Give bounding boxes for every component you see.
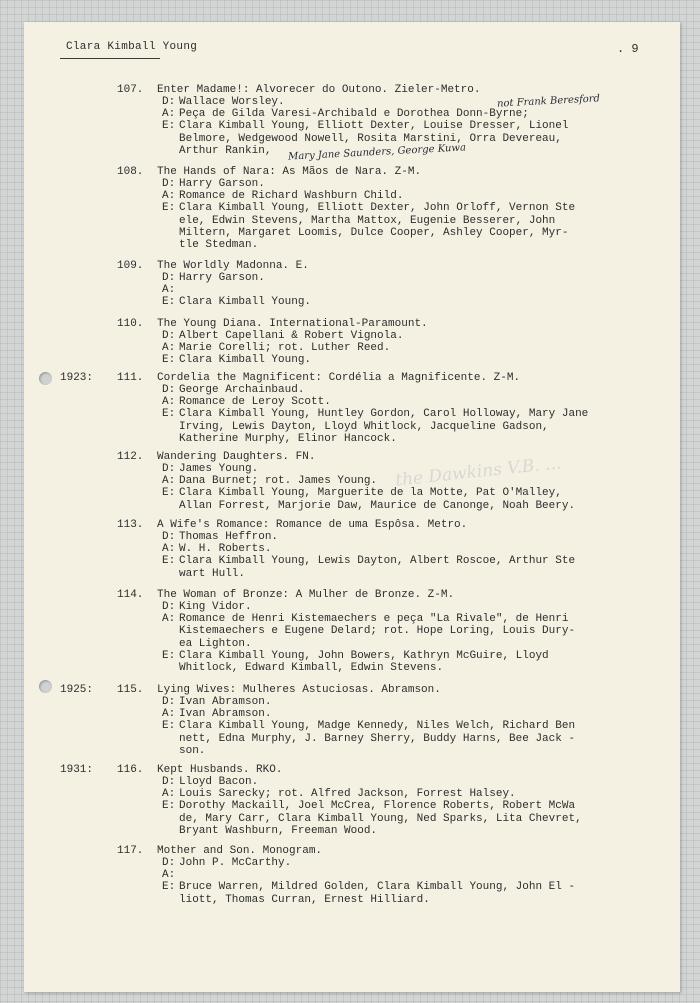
credit-line (162, 720, 652, 732)
credit-label: A: (162, 475, 176, 488)
entry-number: 111. (117, 372, 144, 384)
credit-label: D: (162, 857, 176, 869)
credit-label: D: (162, 272, 176, 284)
credit-text: Harry Garson. (179, 272, 265, 284)
credit-line (162, 487, 652, 499)
credit-label: E: (162, 881, 176, 894)
entry-title: Wandering Daughters. FN. (157, 451, 316, 463)
credit-label: D: (162, 178, 176, 190)
credit-label: D: (162, 531, 176, 543)
credit-line (162, 696, 652, 708)
credit-text: Romance de Henri Kistemaechers e peça "La Rivale", de Henri (179, 613, 569, 626)
credit-label: D: (162, 96, 176, 108)
credit-line (162, 396, 652, 408)
credit-label: E: (162, 649, 176, 662)
credit-line (162, 475, 652, 487)
entry-credits (162, 531, 652, 580)
credit-text: ele, Edwin Stevens, Martha Mattox, Eugenie Besserer, John (179, 214, 556, 227)
credit-text: wart Hull. (179, 567, 246, 580)
credit-text: son. (179, 744, 206, 757)
credit-text: Peça de Gilda Varesi-Archibald e Dorothea Donn-Byrne; (179, 108, 529, 121)
credit-line (162, 543, 652, 555)
credit-line (162, 745, 652, 757)
entry-number: 114. (117, 589, 144, 601)
credit-label: E: (162, 487, 176, 500)
credit-line (162, 881, 652, 893)
entry-number: 117. (117, 845, 144, 857)
credit-text: Wallace Worsley. (179, 96, 285, 108)
credit-line (162, 857, 652, 869)
credit-text: Bryant Washburn, Freeman Wood. (179, 824, 378, 837)
credit-line (162, 601, 652, 613)
credit-label: E: (162, 120, 176, 133)
credit-text: James Young. (179, 463, 259, 475)
credit-line (162, 568, 652, 580)
credit-text: W. H. Roberts. (179, 543, 272, 556)
credit-line (162, 613, 652, 625)
entry-title: The Young Diana. International-Paramount. (157, 318, 428, 330)
credit-text: Dana Burnet; rot. James Young. (179, 475, 378, 488)
credit-text: Clara Kimball Young, Lewis Dayton, Albert Roscoe, Arthur Ste (179, 555, 576, 568)
credit-label: E: (162, 354, 176, 367)
credit-line (162, 120, 652, 132)
credit-label: E: (162, 555, 176, 568)
credit-line (162, 662, 652, 674)
entry-credits (162, 330, 652, 367)
credit-text: liott, Thomas Curran, Ernest Hilliard. (179, 893, 430, 906)
credit-line (162, 800, 652, 812)
entry-title: The Woman of Bronze: A Mulher de Bronze. Z-M. (157, 589, 455, 601)
entry-number: 108. (117, 166, 144, 178)
credit-line (162, 408, 652, 420)
credit-label: A: (162, 869, 176, 882)
entry-title: The Hands of Nara: As Mãos de Nara. Z-M. (157, 166, 422, 178)
credit-label: D: (162, 776, 176, 788)
credit-text: Thomas Heffron. (179, 531, 279, 543)
entry-title: The Worldly Madonna. E. (157, 260, 309, 272)
credit-text: Arthur Rankin, (179, 144, 272, 157)
credit-text: Belmore, Wedgewood Nowell, Rosita Marstini, Orra Devereau, (179, 132, 562, 145)
entry-year: 1931: (60, 764, 94, 776)
credit-label: E: (162, 720, 176, 733)
credit-label: D: (162, 696, 176, 708)
credit-text: Lloyd Bacon. (179, 776, 259, 788)
credit-line (162, 555, 652, 567)
entry-year: 1925: (60, 684, 94, 696)
credit-line (162, 133, 652, 145)
credit-text: Marie Corelli; rot. Luther Reed. (179, 342, 391, 355)
entry-title: Kept Husbands. RKO. (157, 764, 283, 776)
credit-label: A: (162, 543, 176, 556)
entry-title: Enter Madame!: Alvorecer do Outono. Zieler-Metro. (157, 84, 481, 96)
credit-text: Louis Sarecky; rot. Alfred Jackson, Forrest Halsey. (179, 788, 516, 801)
credit-line (162, 202, 652, 214)
credit-text: Clara Kimball Young. (179, 296, 312, 309)
credit-line (162, 531, 652, 543)
entry-credits (162, 776, 652, 837)
page-header-title: Clara Kimball Young (66, 41, 198, 53)
entry-credits (162, 178, 652, 251)
entry-credits (162, 463, 652, 512)
entry-title: Lying Wives: Mulheres Astuciosas. Abramson. (157, 684, 441, 696)
credit-text: ea Lighton. (179, 637, 252, 650)
credit-line (162, 108, 652, 120)
credit-text: Irving, Lewis Dayton, Lloyd Whitlock, Jacqueline Gadson, (179, 420, 549, 433)
credit-text: Whitlock, Edward Kimball, Edwin Stevens. (179, 661, 444, 674)
credit-text: Clara Kimball Young, Madge Kennedy, Niles Welch, Richard Ben (179, 720, 576, 733)
credit-label: E: (162, 296, 176, 309)
entry-number: 113. (117, 519, 144, 531)
credit-text: de, Mary Carr, Clara Kimball Young, Ned Sparks, Lita Chevret, (179, 812, 582, 825)
credit-text: George Archainbaud. (179, 384, 305, 396)
entry-title: A Wife's Romance: Romance de uma Espôsa. Metro. (157, 519, 468, 531)
credit-line (162, 227, 652, 239)
page-number: . 9 (617, 42, 639, 56)
entry-number: 116. (117, 764, 144, 776)
entry-title: Mother and Son. Monogram. (157, 845, 323, 857)
credit-label: A: (162, 613, 176, 626)
credit-line (162, 733, 652, 745)
credit-text: Ivan Abramson. (179, 708, 272, 721)
credit-text: Clara Kimball Young, John Bowers, Kathryn McGuire, Lloyd (179, 649, 549, 662)
credit-line (162, 894, 652, 906)
credit-line (162, 650, 652, 662)
entry-title: Cordelia the Magnificent: Cordélia a Magnificente. Z-M. (157, 372, 521, 384)
credit-text: Dorothy Mackaill, Joel McCrea, Florence Roberts, Robert McWa (179, 800, 576, 813)
credit-label: D: (162, 384, 176, 396)
credit-text: nett, Edna Murphy, J. Barney Sherry, Buddy Harns, Bee Jack - (179, 732, 576, 745)
entry-number: 107. (117, 84, 144, 96)
credit-line (162, 776, 652, 788)
credit-text: Romance de Leroy Scott. (179, 396, 331, 409)
credit-line (162, 178, 652, 190)
credit-label: E: (162, 202, 176, 215)
credit-line (162, 354, 652, 366)
credit-label: A: (162, 396, 176, 409)
credit-line (162, 869, 652, 881)
credit-line (162, 239, 652, 251)
entry-number: 110. (117, 318, 144, 330)
entry-credits (162, 857, 652, 906)
credit-text: Romance de Richard Washburn Child. (179, 190, 404, 203)
entry-credits (162, 696, 652, 757)
credit-text: John P. McCarthy. (179, 857, 292, 869)
credit-line (162, 342, 652, 354)
entry-credits (162, 601, 652, 674)
credit-text: Clara Kimball Young, Elliott Dexter, John Orloff, Vernon Ste (179, 202, 576, 215)
credit-line (162, 638, 652, 650)
credit-label: A: (162, 342, 176, 355)
credit-text: Katherine Murphy, Elinor Hancock. (179, 432, 397, 445)
credit-text: Bruce Warren, Mildred Golden, Clara Kimball Young, John El - (179, 881, 576, 894)
entry-credits (162, 272, 652, 309)
faint-backtext: the Dawkins V.B. ... (394, 453, 563, 491)
credit-line (162, 788, 652, 800)
credit-line (162, 813, 652, 825)
credit-label: A: (162, 108, 176, 121)
credit-text: Harry Garson. (179, 178, 265, 190)
credit-line (162, 463, 652, 475)
credit-label: D: (162, 463, 176, 475)
credit-line (162, 215, 652, 227)
credit-line (162, 272, 652, 284)
credit-line (162, 190, 652, 202)
credit-text: Miltern, Margaret Loomis, Dulce Cooper, Ashley Cooper, Myr- (179, 226, 569, 239)
credit-line (162, 421, 652, 433)
credit-text: Clara Kimball Young, Huntley Gordon, Carol Holloway, Mary Jane (179, 408, 589, 421)
credit-line (162, 625, 652, 637)
credit-line (162, 500, 652, 512)
credit-text: tle Stedman. (179, 238, 259, 251)
credit-label: E: (162, 408, 176, 421)
entry-year: 1923: (60, 372, 94, 384)
credit-line (162, 825, 652, 837)
credit-label: D: (162, 601, 176, 613)
entry-number: 112. (117, 451, 144, 463)
credit-line (162, 296, 652, 308)
credit-text: Ivan Abramson. (179, 696, 272, 708)
credit-line (162, 433, 652, 445)
credit-text: Clara Kimball Young, Elliott Dexter, Louise Dresser, Lionel (179, 120, 569, 133)
credit-text: Kistemaechers e Eugene Delard; rot. Hope Loring, Louis Dury- (179, 625, 576, 638)
entry-number: 115. (117, 684, 144, 696)
credit-label: A: (162, 708, 176, 721)
credit-label: A: (162, 190, 176, 203)
credit-label: A: (162, 788, 176, 801)
credit-text: Clara Kimball Young. (179, 354, 312, 367)
credit-text: Allan Forrest, Marjorie Daw, Maurice de Canonge, Noah Beery. (179, 499, 576, 512)
entry-number: 109. (117, 260, 144, 272)
credit-line (162, 284, 652, 296)
credit-text: King Vidor. (179, 601, 252, 613)
credit-label: D: (162, 330, 176, 342)
entry-credits (162, 384, 652, 445)
credit-label: A: (162, 284, 176, 297)
credit-text: Albert Capellani & Robert Vignola. (179, 330, 404, 342)
credit-line (162, 384, 652, 396)
credit-text: Clara Kimball Young, Marguerite de la Motte, Pat O'Malley, (179, 487, 562, 500)
handwritten-note-cast: Mary Jane Saunders, George Kuwa (287, 142, 467, 163)
credit-line (162, 708, 652, 720)
credit-label: E: (162, 800, 176, 813)
credit-line (162, 330, 652, 342)
handwritten-note-director: not Frank Beresford (496, 93, 601, 110)
